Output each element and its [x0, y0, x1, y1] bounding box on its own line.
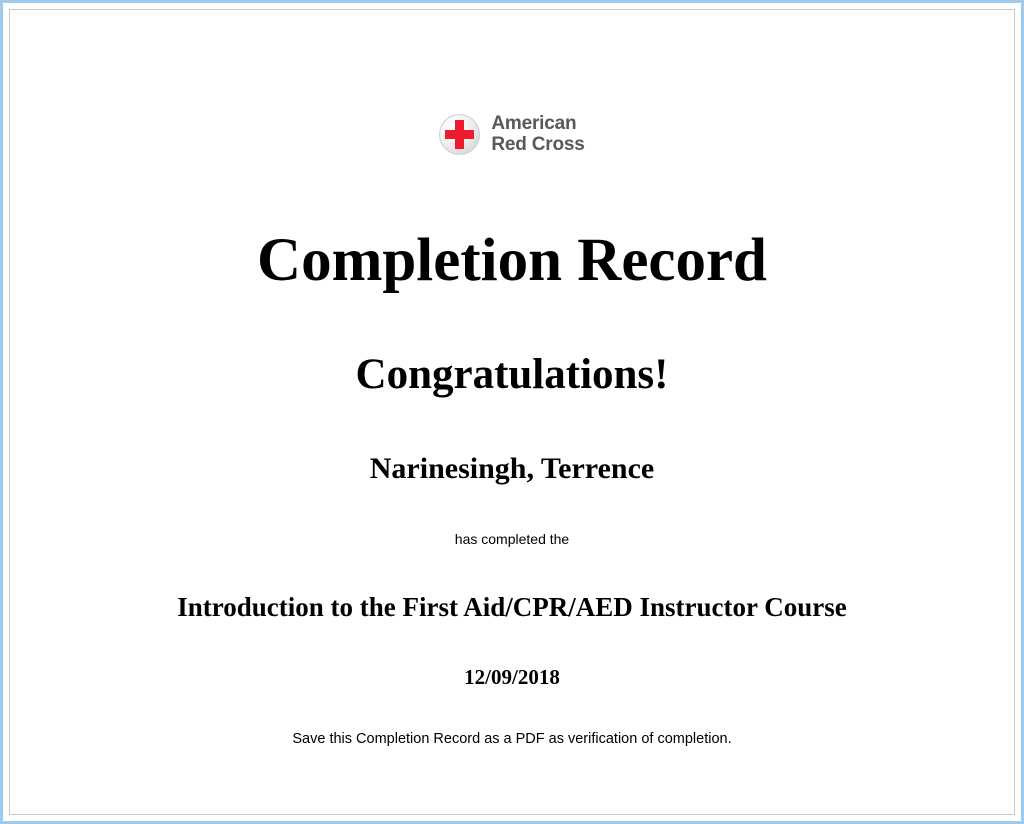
save-instructions-note: Save this Completion Record as a PDF as verification of completion.: [292, 731, 732, 747]
completion-date: 12/09/2018: [464, 665, 560, 689]
logo-wordmark: [491, 113, 584, 155]
red-cross-icon-vertical-bar: [455, 120, 464, 149]
congratulations-heading: Congratulations!: [355, 351, 669, 398]
page-title: Completion Record: [257, 227, 767, 294]
american-red-cross-logo: [10, 108, 1014, 160]
recipient-name: Narinesingh, Terrence: [369, 452, 655, 485]
red-cross-icon: [439, 114, 480, 155]
certificate-frame: [9, 9, 1015, 815]
logo-wordmark-line1: American: [491, 113, 577, 134]
course-name: Introduction to the First Aid/CPR/AED Instructor Course: [177, 592, 847, 622]
completion-prefix-text: has completed the: [454, 531, 570, 547]
certificate-content: [10, 10, 1014, 814]
logo-wordmark-line2: Red Cross: [491, 134, 585, 155]
